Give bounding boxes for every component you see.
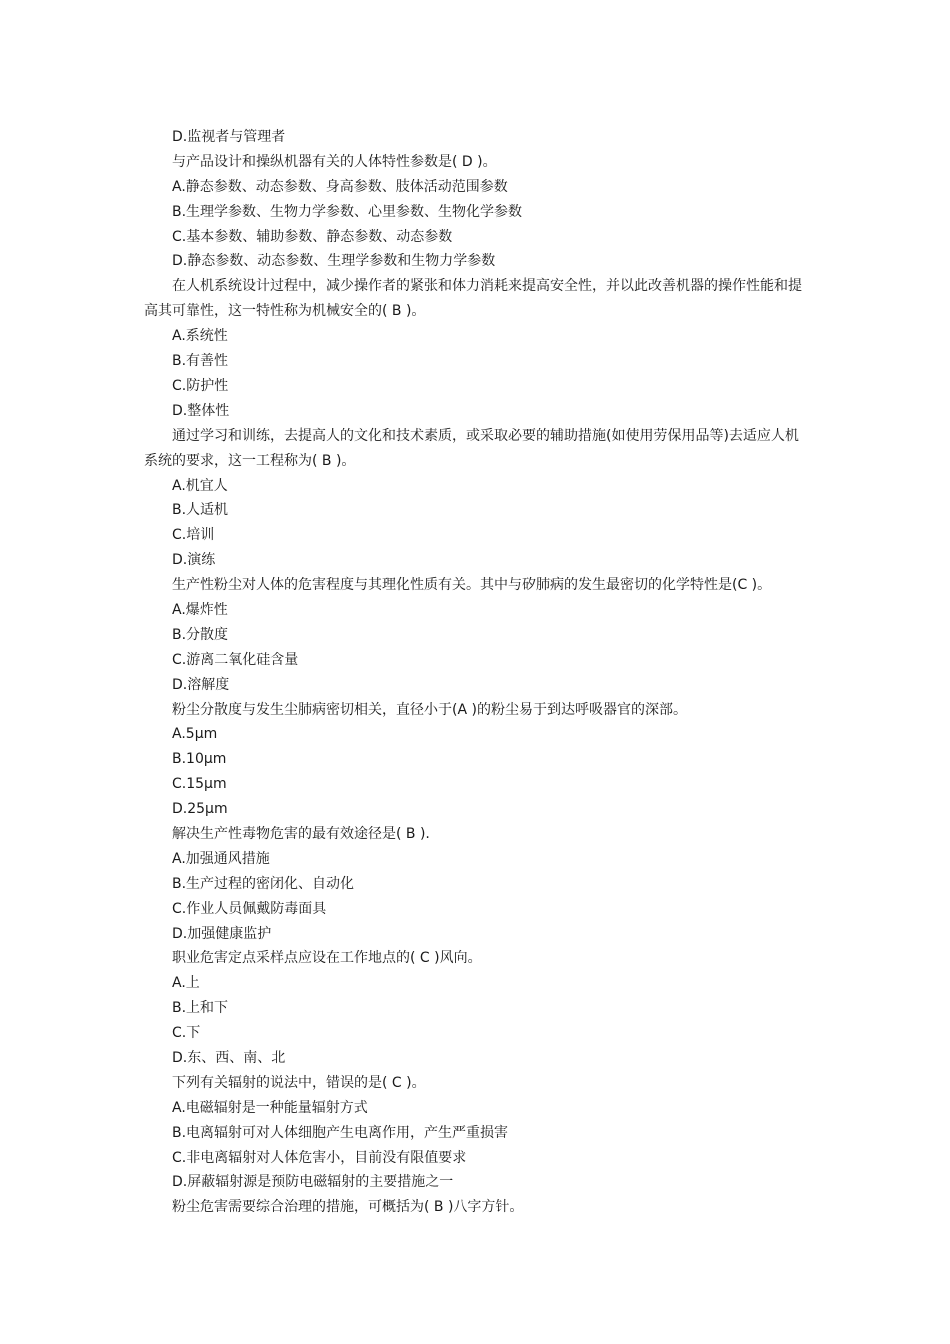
document-body	[144, 125, 814, 1220]
question-text: 粉尘分散度与发生尘肺病密切相关，直径小于(A )的粉尘易于到达呼吸器官的深部。	[172, 701, 687, 718]
answer-option: A.机宜人	[172, 477, 228, 494]
answer-option: A.加强通风措施	[172, 850, 270, 867]
question-text: 下列有关辐射的说法中，错误的是( C )。	[172, 1074, 426, 1091]
answer-option: D.东、西、南、北	[172, 1050, 286, 1067]
answer-option: A.电磁辐射是一种能量辐射方式	[172, 1099, 368, 1116]
answer-option: D.整体性	[172, 402, 230, 419]
answer-option: C.15μm	[172, 776, 227, 793]
answer-option: B.上和下	[172, 1000, 229, 1017]
question-text: 生产性粉尘对人体的危害程度与其理化性质有关。其中与矽肺病的发生最密切的化学特性是(C )。	[172, 577, 772, 594]
answer-option: D.溶解度	[172, 676, 230, 693]
answer-option: B.有善性	[172, 353, 229, 370]
answer-option: B.生产过程的密闭化、自动化	[172, 875, 355, 892]
answer-option: A.静态参数、动态参数、身高参数、肢体活动范围参数	[172, 178, 508, 195]
answer-option: D.监视者与管理者	[172, 129, 286, 145]
answer-option: A.5μm	[172, 726, 218, 743]
answer-option: C.作业人员佩戴防毒面具	[172, 900, 327, 917]
answer-option: A.爆炸性	[172, 601, 228, 618]
question-text: 解决生产性毒物危害的最有效途径是( B ).	[172, 826, 430, 842]
answer-option: A.上	[172, 975, 200, 992]
answer-option: D.静态参数、动态参数、生理学参数和生物力学参数	[172, 253, 496, 270]
answer-option: D.演练	[172, 552, 216, 569]
answer-option: C.防护性	[172, 377, 229, 394]
answer-option: B.人适机	[172, 502, 229, 519]
answer-option: D.屏蔽辐射源是预防电磁辐射的主要措施之一	[172, 1174, 454, 1191]
question-text: 职业危害定点采样点应设在工作地点的( C )风向。	[172, 950, 482, 967]
answer-option: C.基本参数、辅助参数、静态参数、动态参数	[172, 228, 453, 245]
answer-option: C.非电离辐射对人体危害小，目前没有限值要求	[172, 1149, 467, 1166]
answer-option: B.分散度	[172, 626, 229, 643]
answer-option: C.下	[172, 1025, 201, 1042]
answer-option: B.电离辐射可对人体细胞产生电离作用，产生严重损害	[172, 1124, 509, 1141]
question-text: 粉尘危害需要综合治理的措施，可概括为( B )八字方针。	[172, 1199, 524, 1216]
question-text: 与产品设计和操纵机器有关的人体特性参数是( D )。	[172, 153, 497, 170]
answer-option: C.培训	[172, 527, 215, 544]
answer-option: D.加强健康监护	[172, 925, 272, 942]
answer-option: D.25μm	[172, 801, 228, 818]
answer-option: C.游离二氧化硅含量	[172, 651, 299, 668]
answer-option: B.生理学参数、生物力学参数、心里参数、生物化学参数	[172, 203, 523, 220]
question-text: 通过学习和训练，去提高人的文化和技术素质，或采取必要的辅助措施(如使用劳保用品等)去适应人机系统的要求，这一工程称为( B )。	[144, 427, 799, 469]
answer-option: A.系统性	[172, 328, 228, 345]
answer-option: B.10μm	[172, 751, 227, 768]
question-text: 在人机系统设计过程中，减少操作者的紧张和体力消耗来提高安全性，并以此改善机器的操作性能和提高其可靠性，这一特性称为机械安全的( B )。	[144, 278, 802, 320]
